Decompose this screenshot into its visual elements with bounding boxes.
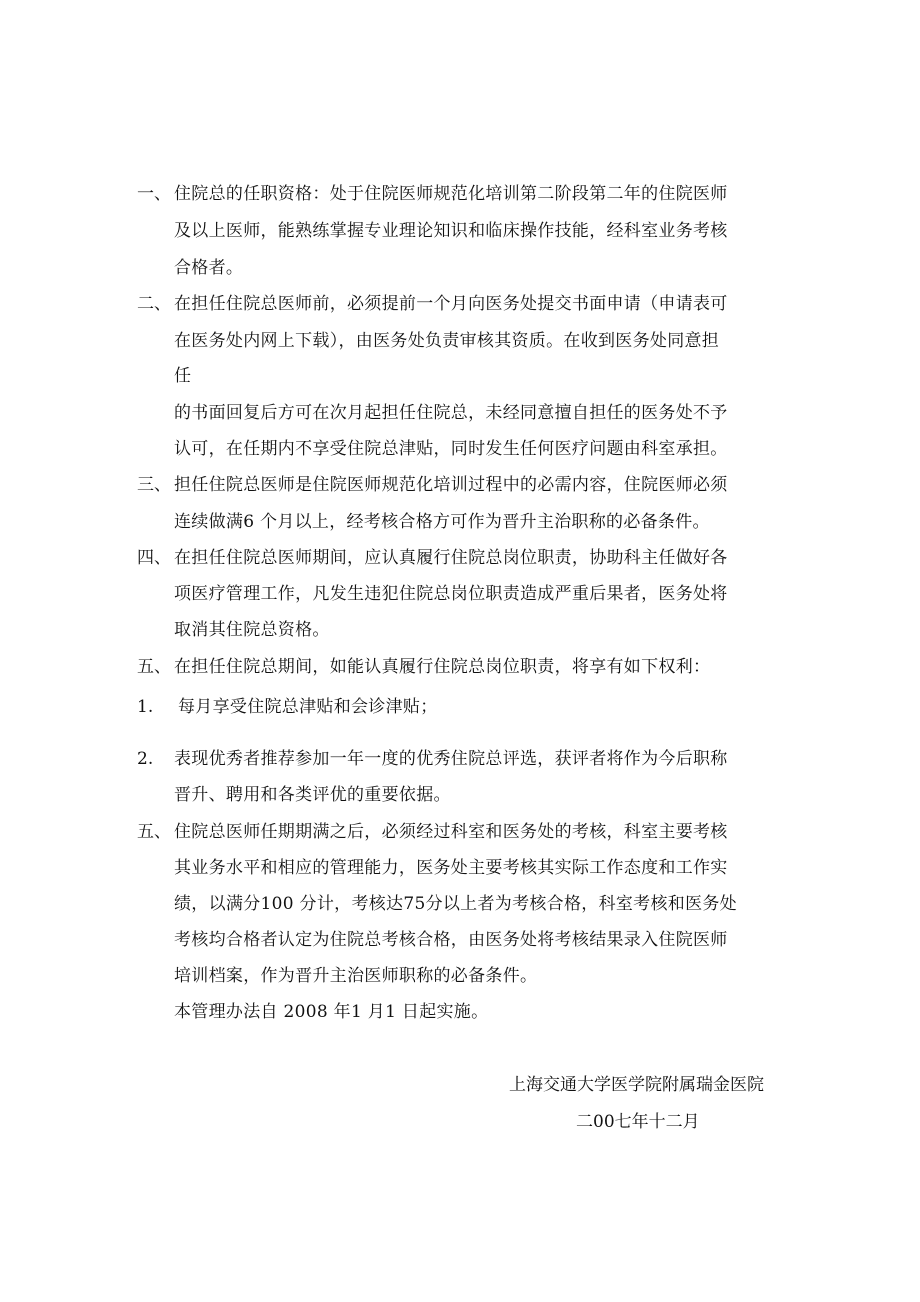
- issuer-name: 上海交通大学医学院附属瑞金医院: [509, 1075, 764, 1095]
- item-line: 在医务处内网上下载），由医务处负责审核其资质。在收到医务处同意担: [174, 331, 720, 351]
- item-line: 取消其住院总资格。: [174, 620, 330, 640]
- item-line: 合格者。: [174, 258, 244, 278]
- item-line: 住院总的任职资格：处于住院医师规范化培训第二阶段第二年的住院医师: [174, 184, 728, 204]
- item-line: 培训档案，作为晋升主治医师职称的必备条件。: [174, 966, 538, 986]
- item-line: 任: [174, 366, 192, 386]
- item-line: 连续做满6 个月以上，经考核合格方可作为晋升主治职称的必备条件。: [174, 512, 710, 532]
- item-line: 在担任住院总医师前，必须提前一个月向医务处提交书面申请（申请表可: [174, 294, 728, 314]
- item-line: 晋升、聘用和各类评优的重要依据。: [174, 785, 451, 805]
- item-line: 每月享受住院总津贴和会诊津贴；: [178, 697, 438, 717]
- item-line: 绩，以满分100 分计，考核达75分以上者为考核合格，科室考核和医务处: [174, 894, 737, 914]
- effective-date-line: 本管理办法自 2008 年1 月1 日起实施。: [174, 1002, 489, 1022]
- issue-date: 二00七年十二月: [576, 1112, 700, 1132]
- item-marker: 二、: [137, 294, 171, 314]
- item-line: 表现优秀者推荐参加一年一度的优秀住院总评选，获评者将作为今后职称: [174, 749, 728, 769]
- item-line: 其业务水平和相应的管理能力，医务处主要考核其实际工作态度和工作实: [174, 858, 728, 878]
- item-line: 在担任住院总期间，如能认真履行住院总岗位职责，将享有如下权利：: [174, 657, 711, 677]
- item-marker: 五、: [137, 822, 171, 842]
- item-line: 及以上医师，能熟练掌握专业理论知识和临床操作技能，经科室业务考核: [174, 221, 728, 241]
- subitem-marker: 1.: [137, 697, 154, 717]
- item-marker: 五、: [137, 657, 171, 677]
- item-line: 担任住院总医师是住院医师规范化培训过程中的必需内容，住院医师必须: [174, 475, 728, 495]
- item-line: 认可，在任期内不享受住院总津贴，同时发生任何医疗问题由科室承担。: [174, 439, 728, 459]
- item-line: 住院总医师任期期满之后，必须经过科室和医务处的考核，科室主要考核: [174, 822, 728, 842]
- item-line: 的书面回复后方可在次月起担任住院总，未经同意擅自担任的医务处不予: [174, 403, 728, 423]
- item-line: 考核均合格者认定为住院总考核合格，由医务处将考核结果录入住院医师: [174, 930, 728, 950]
- item-marker: 三、: [137, 475, 171, 495]
- item-marker: 四、: [137, 548, 171, 568]
- item-line: 项医疗管理工作，凡发生违犯住院总岗位职责造成严重后果者，医务处将: [174, 584, 728, 604]
- item-marker: 一、: [137, 184, 171, 204]
- subitem-marker: 2.: [137, 749, 154, 769]
- item-line: 在担任住院总医师期间，应认真履行住院总岗位职责，协助科主任做好各: [174, 548, 728, 568]
